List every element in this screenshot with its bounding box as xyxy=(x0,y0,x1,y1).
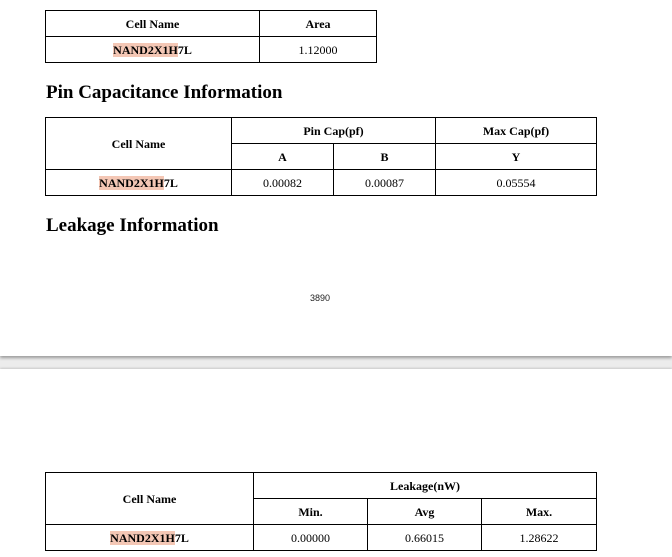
pin-capacitance-heading: Pin Capacitance Information xyxy=(46,82,283,103)
pin-row-b: 0.00087 xyxy=(334,170,436,196)
leak-header-max: Max. xyxy=(482,499,597,525)
area-header-cell-name: Cell Name xyxy=(46,11,260,37)
search-highlight: NAND2X1H xyxy=(110,530,175,545)
leak-row-avg: 0.66015 xyxy=(368,525,482,551)
pin-row-y: 0.05554 xyxy=(436,170,597,196)
pin-header-b: B xyxy=(334,144,436,170)
leakage-heading: Leakage Information xyxy=(46,215,219,236)
page-number: 3890 xyxy=(309,293,331,303)
leak-header-cell-name: Cell Name xyxy=(46,473,254,525)
cell-name-suffix: 7L xyxy=(177,42,192,57)
search-highlight: NAND2X1H xyxy=(99,175,164,190)
pin-capacitance-table xyxy=(45,117,597,196)
search-highlight: NAND2X1H xyxy=(113,42,178,57)
leakage-table xyxy=(45,472,597,551)
cell-name-suffix: 7L xyxy=(163,175,178,190)
leak-row-max: 1.28622 xyxy=(482,525,597,551)
leak-row-min: 0.00000 xyxy=(254,525,368,551)
document-page-bottom xyxy=(0,369,672,557)
pin-header-cell-name: Cell Name xyxy=(46,118,232,170)
area-row-value: 1.12000 xyxy=(260,37,377,63)
pin-header-a: A xyxy=(232,144,334,170)
pin-header-pin-cap: Pin Cap(pf) xyxy=(232,118,436,144)
area-row-cell-name xyxy=(46,37,260,63)
area-header-area: Area xyxy=(260,11,377,37)
pin-row-cell-name xyxy=(46,170,232,196)
pin-header-y: Y xyxy=(436,144,597,170)
leak-header-min: Min. xyxy=(254,499,368,525)
area-table xyxy=(45,10,377,63)
cell-name-suffix: 7L xyxy=(174,530,189,545)
leak-header-leakage: Leakage(nW) xyxy=(254,473,597,499)
pin-row-a: 0.00082 xyxy=(232,170,334,196)
leak-row-cell-name xyxy=(46,525,254,551)
pin-header-max-cap: Max Cap(pf) xyxy=(436,118,597,144)
leak-header-avg: Avg xyxy=(368,499,482,525)
